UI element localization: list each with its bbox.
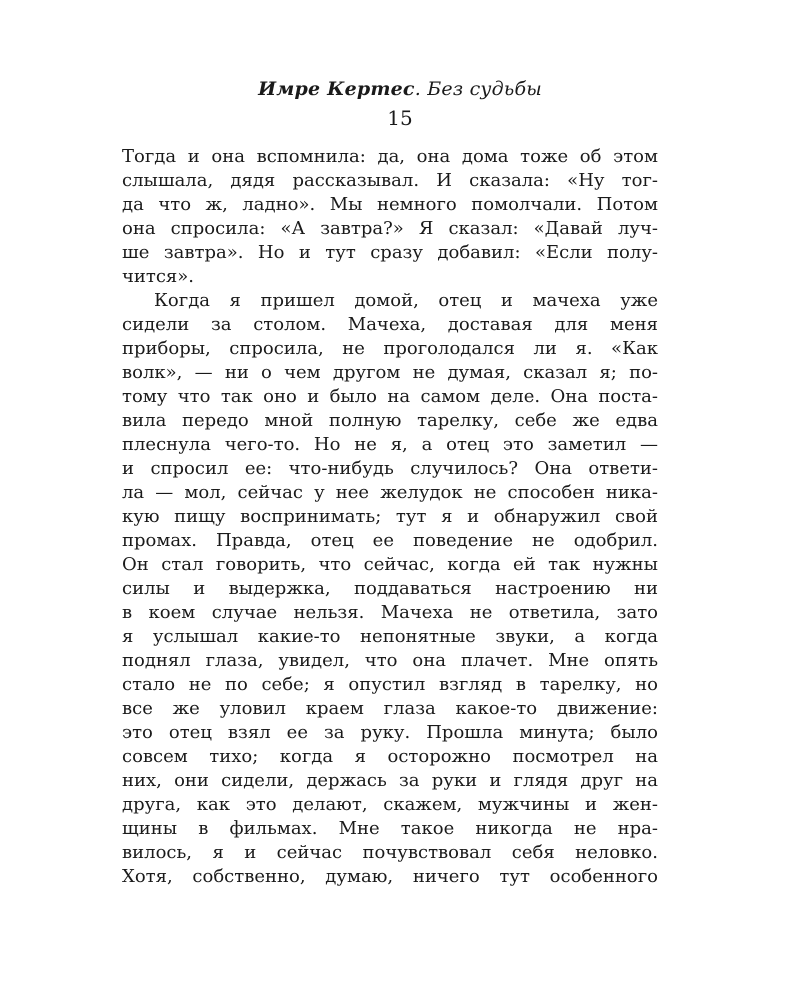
running-head-separator: .	[414, 78, 428, 100]
text-line: слышала, дядя рассказывал. И сказала: «Ну тог-	[122, 170, 658, 191]
text-line: силы и выдержка, поддаваться настроению ни	[122, 578, 658, 599]
running-head-title: Без судьбы	[427, 78, 542, 100]
text-line: щины в фильмах. Мне такое никогда не нра-	[122, 818, 658, 839]
text-line: ла — мол, сейчас у нее желудок не способен ника-	[122, 482, 658, 503]
text-line: Он стал говорить, что сейчас, когда ей так нужны	[122, 554, 658, 575]
text-line: приборы, спросила, не проголодался ли я. «Как	[122, 338, 658, 359]
text-line: ше завтра». Но и тут сразу добавил: «Если полу-	[122, 242, 658, 263]
text-line-paragraph-start: Когда я пришел домой, отец и мачеха уже	[154, 290, 658, 311]
text-line: них, они сидели, держась за руки и глядя друг на	[122, 770, 658, 791]
text-line: поднял глаза, увидел, что она плачет. Мне опять	[122, 650, 658, 671]
text-line: сидели за столом. Мачеха, доставая для меня	[122, 314, 658, 335]
text-line: вила передо мной полную тарелку, себе же едва	[122, 410, 658, 431]
text-line: друга, как это делают, скажем, мужчины и жен-	[122, 794, 658, 815]
page-number: 15	[387, 106, 413, 130]
text-line: и спросил ее: что-нибудь случилось? Она ответи-	[122, 458, 658, 479]
running-head-author: Имре Кертес	[258, 78, 415, 100]
text-line: Хотя, собственно, думаю, ничего тут особенного	[122, 866, 658, 887]
text-line: вилось, я и сейчас почувствовал себя неловко.	[122, 842, 658, 863]
text-line: в коем случае нельзя. Мачеха не ответила, зато	[122, 602, 658, 623]
text-line: да что ж, ладно». Мы немного помолчали. Потом	[122, 194, 658, 215]
text-line: тому что так оно и было на самом деле. Она поста-	[122, 386, 658, 407]
text-line: промах. Правда, отец ее поведение не одобрил.	[122, 530, 658, 551]
text-line: волк», — ни о чем другом не думая, сказал я; по-	[122, 362, 658, 383]
text-line: все же уловил краем глаза какое-то движение:	[122, 698, 658, 719]
running-head	[0, 78, 800, 100]
text-line: совсем тихо; когда я осторожно посмотрел на	[122, 746, 658, 767]
text-line: плеснула чего-то. Но не я, а отец это заметил —	[122, 434, 658, 455]
text-line: она спросила: «А завтра?» Я сказал: «Давай луч-	[122, 218, 658, 239]
body-text	[122, 145, 658, 889]
text-line: кую пищу воспринимать; тут я и обнаружил свой	[122, 506, 658, 527]
text-line: я услышал какие-то непонятные звуки, а когда	[122, 626, 658, 647]
text-line-paragraph-end: чится».	[122, 266, 195, 287]
text-line: Тогда и она вспомнила: да, она дома тоже об этом	[122, 146, 658, 167]
text-line: стало не по себе; я опустил взгляд в тарелку, но	[122, 674, 658, 695]
text-line: это отец взял ее за руку. Прошла минута; было	[122, 722, 658, 743]
